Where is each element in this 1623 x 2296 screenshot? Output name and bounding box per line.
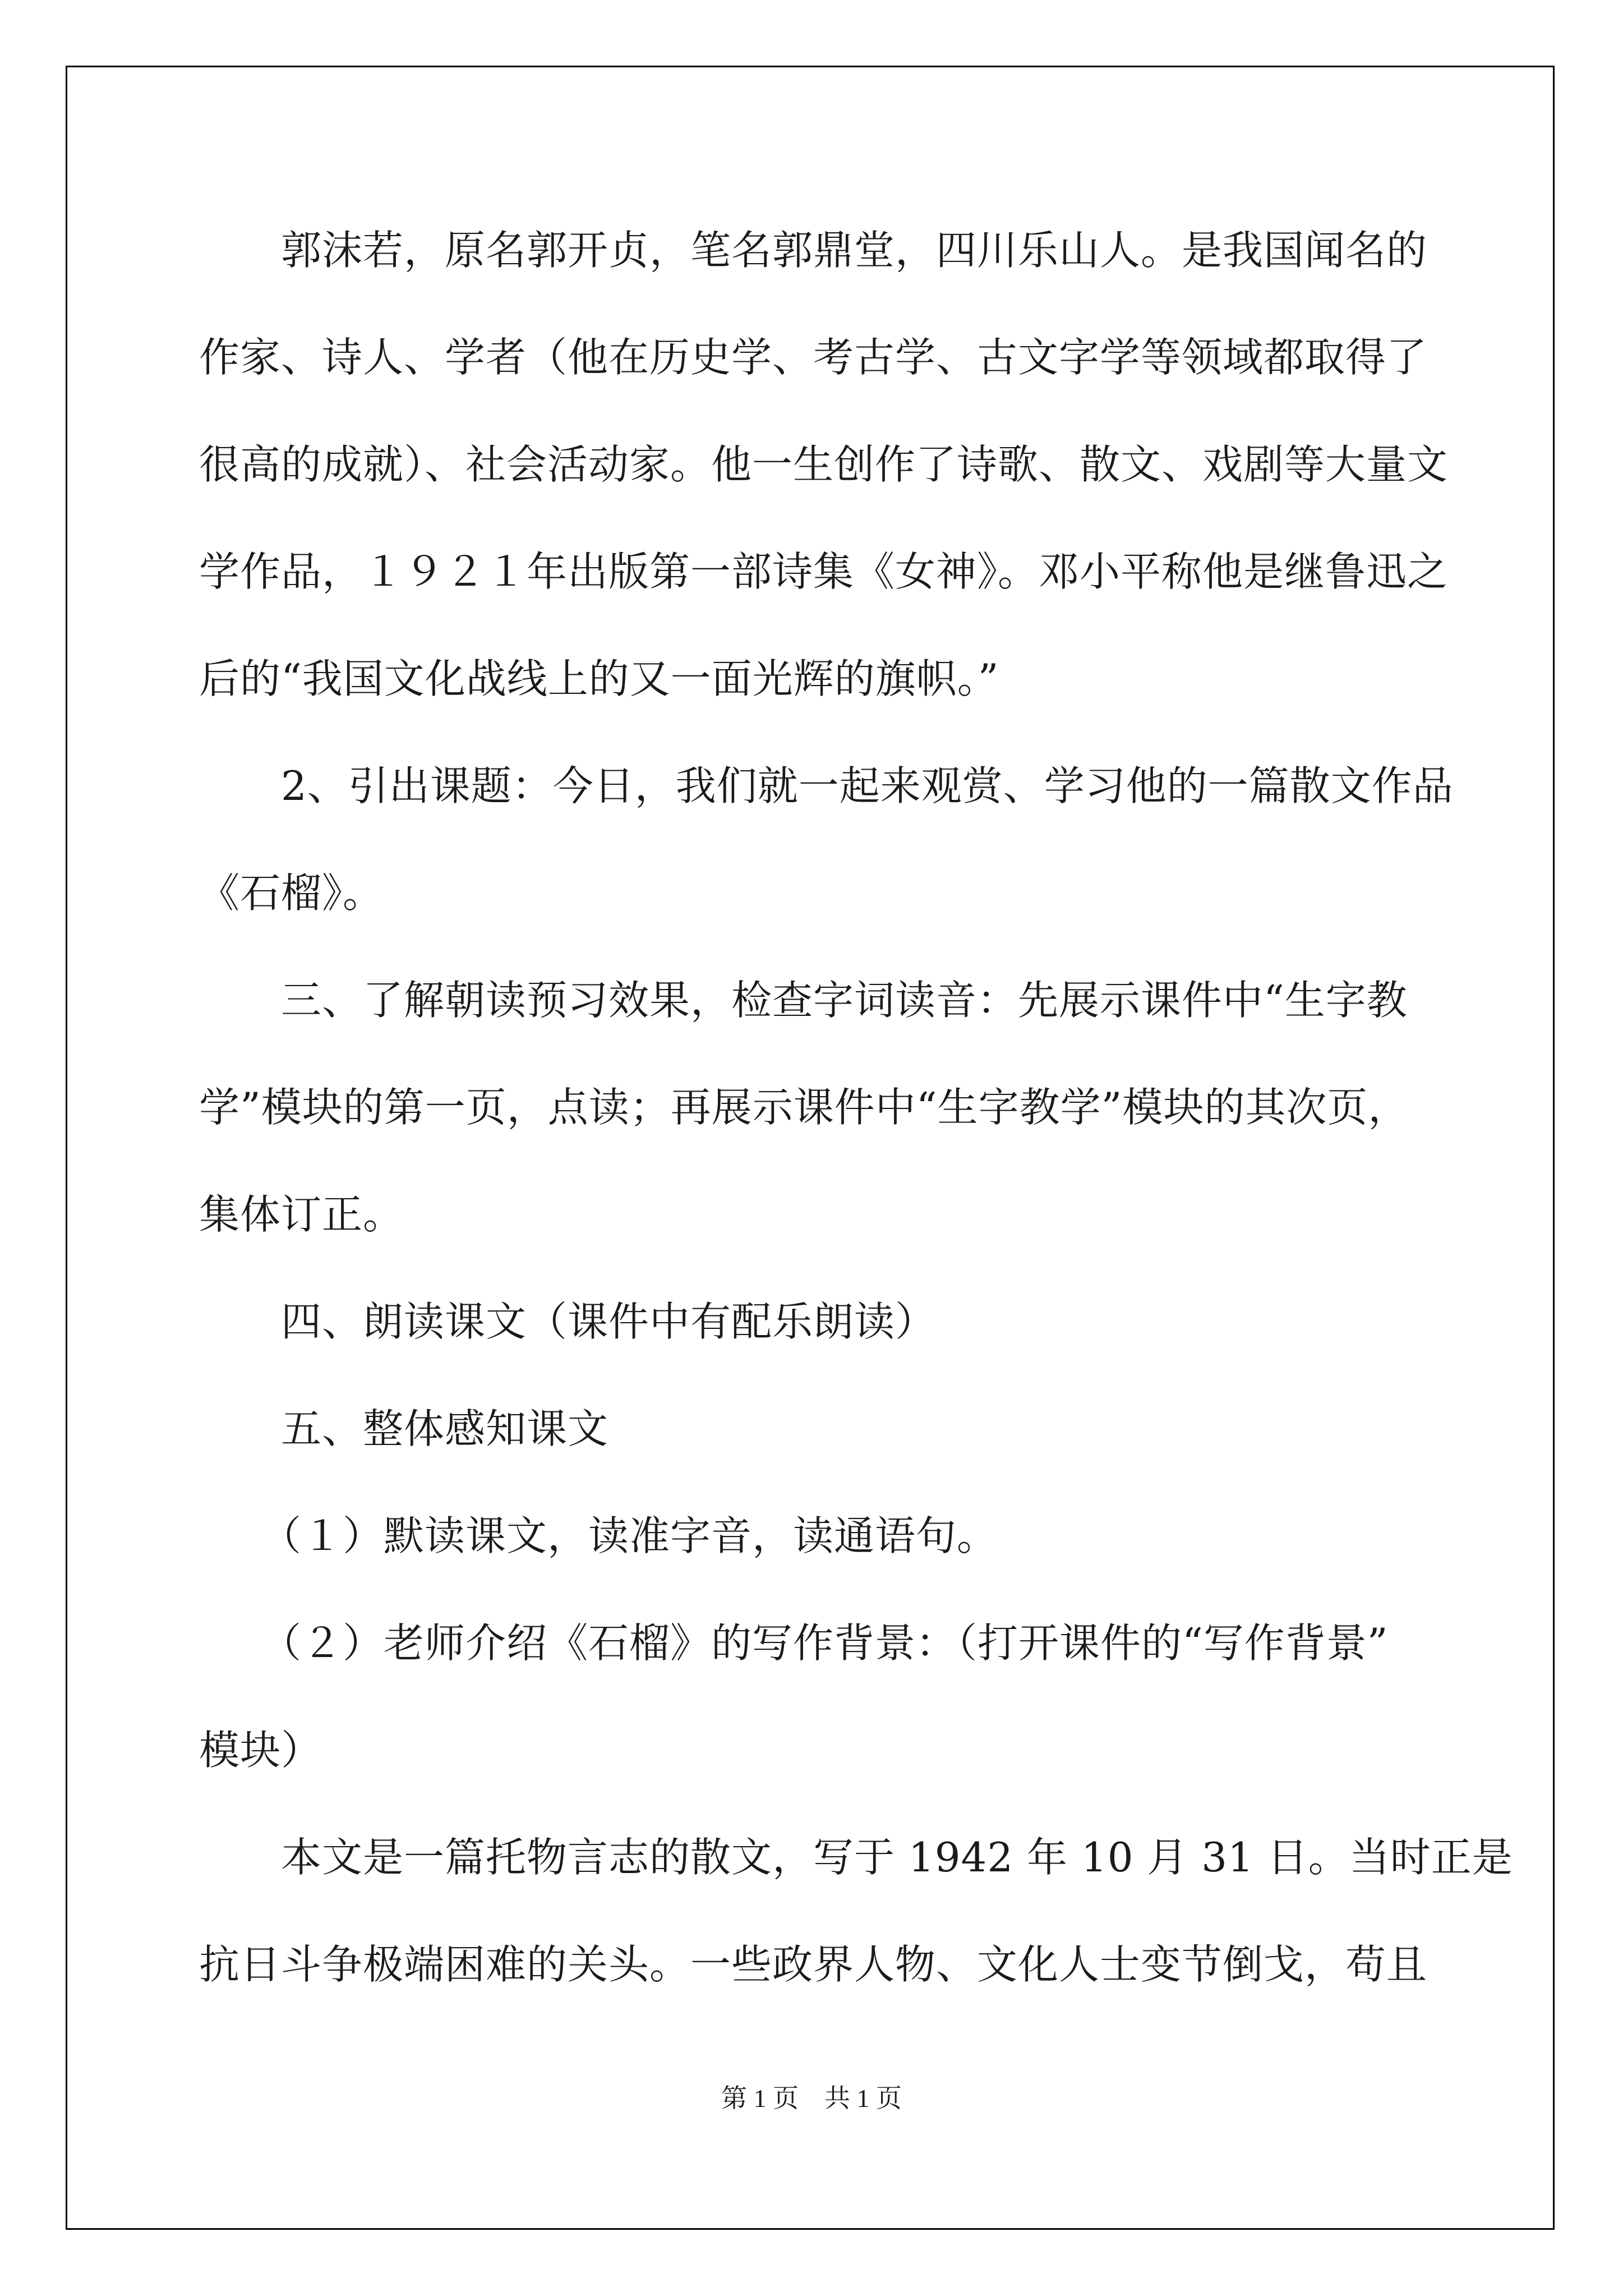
body-line: 集体订正。 bbox=[199, 1191, 404, 1238]
body-line: 三、了解朝读预习效果，检查字词读音：先展示课件中“生字教 bbox=[199, 977, 1408, 1024]
body-line: 五、整体感知课文 bbox=[199, 1405, 609, 1452]
body-line: 《石榴》。 bbox=[199, 869, 384, 917]
body-line: 作家、诗人、学者（他在历史学、考古学、古文字学等领域都取得了 bbox=[199, 334, 1428, 381]
body-line: 抗日斗争极端困难的关头。一些政界人物、文化人士变节倒戈，苟且 bbox=[199, 1941, 1428, 1988]
body-line: 模块） bbox=[199, 1727, 322, 1774]
body-line: （２）老师介绍《石榴》的写作背景：（打开课件的“写作背景” bbox=[199, 1619, 1389, 1667]
body-line: 学”模块的第一页，点读；再展示课件中“生字教学”模块的其次页， bbox=[199, 1084, 1409, 1131]
body-line: 郭沫若，原名郭开贞，笔名郭鼎堂，四川乐山人。是我国闻名的 bbox=[199, 227, 1428, 274]
body-line: 本文是一篇托物言志的散文，写于 1942 年 10 月 31 日。当时正是 bbox=[199, 1834, 1513, 1881]
body-line: 后的“我国文化战线上的又一面光辉的旗帜。” bbox=[199, 655, 999, 702]
body-line: 学作品，１９２１年出版第一部诗集《女神》。邓小平称他是继鲁迅之 bbox=[199, 548, 1449, 595]
page-number-footer: 第 1 页 共 1 页 bbox=[721, 2084, 902, 2113]
body-line: 很高的成就）、社会活动家。他一生创作了诗歌、散文、戏剧等大量文 bbox=[199, 441, 1449, 488]
body-line: 四、朗读课文（课件中有配乐朗读） bbox=[199, 1298, 937, 1345]
body-line: 2、引出课题：今日，我们就一起来观赏、学习他的一篇散文作品 bbox=[199, 762, 1454, 809]
body-line: （１）默读课文，读准字音，读通语句。 bbox=[199, 1512, 998, 1559]
page-border bbox=[66, 66, 1555, 2230]
